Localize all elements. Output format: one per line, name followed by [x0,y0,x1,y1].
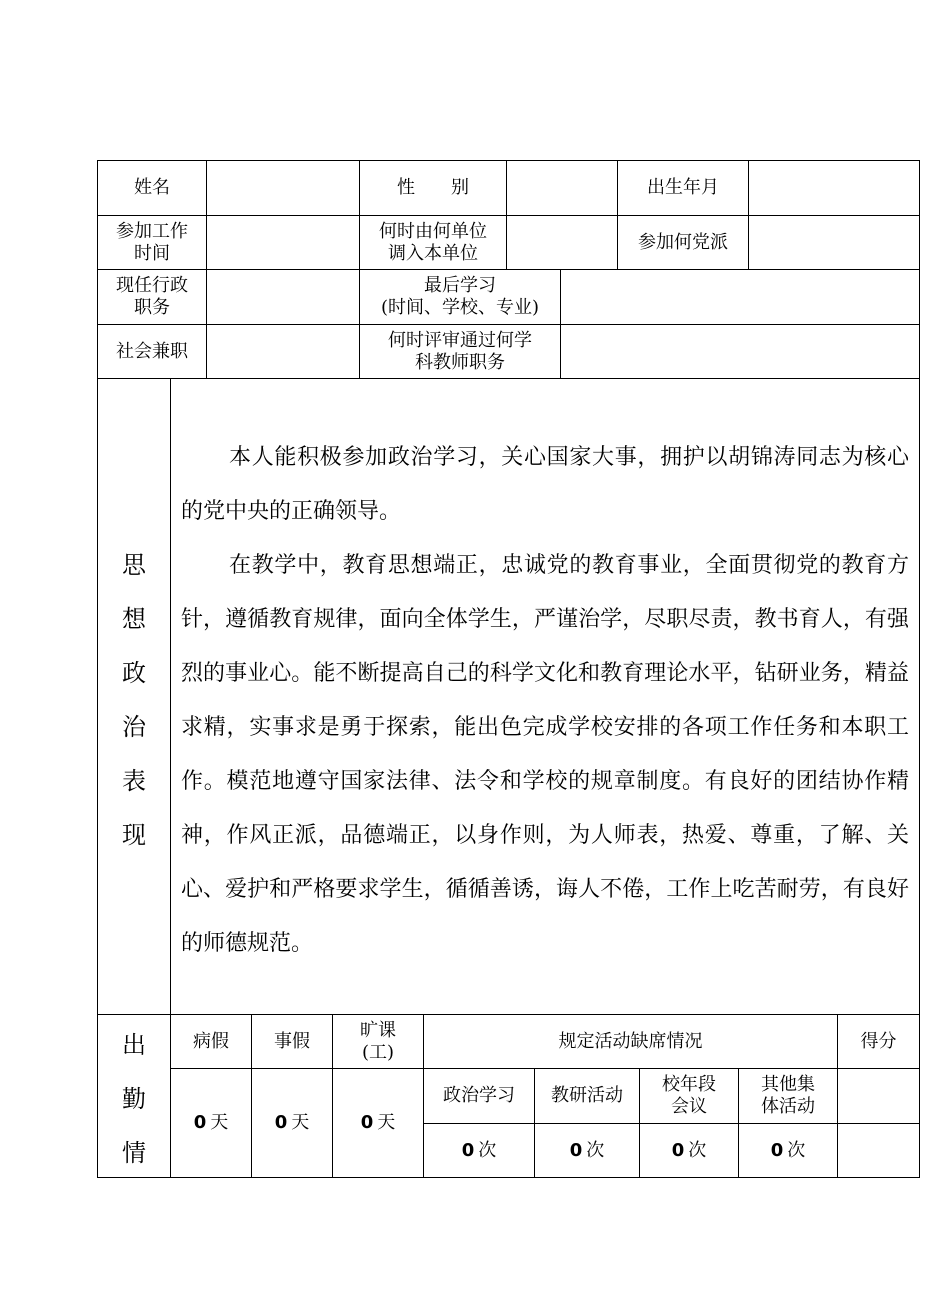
education-label-line1: 最后学习 [424,275,496,296]
politics-study-label [424,1069,534,1123]
other-activity-label-line1: 其他集 [761,1074,815,1095]
other-activity-number: 0 [770,1139,784,1161]
birth-field[interactable] [749,161,919,215]
day-unit: 天 [291,1112,310,1133]
research-label [535,1069,639,1123]
name-label-text: 姓名 [134,177,170,198]
attendance-char: 勤 [122,1085,146,1113]
birth-label-text: 出生年月 [647,177,719,198]
transfer-label-line2: 调入本单位 [388,242,478,264]
political-char: 表 [122,767,146,795]
political-char: 现 [122,821,146,849]
transfer-label-line1: 何时由何单位 [379,220,487,242]
politics-study-label-text: 政治学习 [443,1085,515,1106]
teacher-title-label-line1: 何时评审通过何学 [388,329,532,351]
position-label [98,270,206,324]
gender-field[interactable] [507,161,617,215]
score-field[interactable] [838,1069,919,1177]
research-value[interactable] [535,1124,639,1177]
teacher-title-field[interactable] [561,325,919,378]
birth-label [618,161,748,215]
work-start-label-line1: 参加工作 [116,220,188,242]
education-field[interactable] [561,270,919,324]
social-label [98,325,206,378]
work-start-label [98,216,206,269]
political-char: 治 [122,713,146,741]
party-label [618,216,748,269]
times-unit: 次 [688,1139,707,1161]
personal-leave-label [252,1015,332,1068]
attendance-section-label [98,1018,170,1180]
education-label [360,270,560,324]
work-start-field[interactable] [207,216,359,269]
attendance-char: 出 [122,1031,146,1059]
activity-label-text: 规定活动缺席情况 [558,1030,703,1052]
sick-leave-number: 0 [193,1112,207,1133]
times-unit: 次 [787,1139,806,1161]
sick-leave-value[interactable] [171,1069,251,1177]
attendance-char: 情 [122,1139,146,1167]
table-border-bottom [97,1177,920,1178]
research-label-text: 教研活动 [551,1085,623,1106]
name-field[interactable] [207,161,359,215]
social-field[interactable] [207,325,359,378]
day-unit: 天 [210,1112,229,1133]
sick-leave-label-text: 病假 [193,1030,229,1052]
political-char: 思 [122,551,146,579]
sick-leave-label [171,1015,251,1068]
name-label [98,161,206,215]
political-char: 想 [122,605,146,633]
times-unit: 次 [478,1139,497,1161]
work-start-label-line2: 时间 [134,242,170,264]
education-label-line2: (时间、学校、专业) [380,297,540,318]
absence-value[interactable] [333,1069,423,1177]
teacher-title-label [360,325,560,378]
position-field[interactable] [207,270,359,324]
other-activity-label [739,1069,837,1123]
score-label [838,1015,919,1068]
position-label-line1: 现任行政 [116,275,188,296]
politics-study-number: 0 [461,1139,475,1161]
gender-label-text: 性 别 [397,177,469,198]
absence-label-line2: (工) [361,1041,395,1063]
teacher-title-label-line2: 科教师职务 [415,351,505,373]
personal-leave-number: 0 [274,1112,288,1133]
politics-study-value[interactable] [424,1124,534,1177]
political-paragraph-1: 本人能积极参加政治学习，关心国家大事，拥护以胡锦涛同志为核心的党中央的正确领导。 [181,445,909,524]
position-label-line2: 职务 [134,297,170,318]
personal-leave-value[interactable] [252,1069,332,1177]
day-unit: 天 [377,1112,396,1133]
meeting-label-line1: 校年段 [662,1074,716,1095]
transfer-label [360,216,506,269]
score-label-text: 得分 [860,1030,897,1052]
meeting-number: 0 [671,1139,685,1161]
meeting-label [640,1069,738,1123]
political-char: 政 [122,659,146,687]
research-number: 0 [569,1139,583,1161]
absence-number: 0 [360,1112,374,1133]
party-label-text: 参加何党派 [638,231,728,253]
political-section-label [98,538,170,862]
activity-label [424,1015,837,1068]
other-activity-value[interactable] [739,1124,837,1177]
meeting-label-line2: 会议 [671,1096,707,1117]
absence-label-line1: 旷课 [360,1019,396,1041]
personal-leave-label-text: 事假 [274,1030,310,1052]
absence-label [333,1015,423,1068]
gender-label [360,161,506,215]
times-unit: 次 [586,1139,605,1161]
transfer-field[interactable] [507,216,617,269]
political-paragraph-2: 在教学中，教育思想端正，忠诚党的教育事业，全面贯彻党的教育方针，遵循教育规律，面向全体学生，严谨治学，尽职尽责，教书育人，有强烈的事业心。能不断提高自己的科学文化和教育理论水平，钻研业务，精益求精，实事求是勇于探索，能出色完成学校安排的各项工作任务和本职工作。模范地遵守国家法律、法令和学校的规章制度。有良好的团结协作精神，作风正派，品德端正，以身作则，为人师表，热爱、尊重，了解、关心、爱护和严格要求学生，循循善诱，诲人不倦，工作上吃苦耐劳，有良好的师德规范。 [181,553,909,956]
meeting-value[interactable] [640,1124,738,1177]
party-field[interactable] [749,216,919,269]
other-activity-label-line2: 体活动 [761,1096,815,1117]
table-border-right [919,160,920,1178]
row-divider [97,378,920,379]
social-label-text: 社会兼职 [116,340,188,362]
